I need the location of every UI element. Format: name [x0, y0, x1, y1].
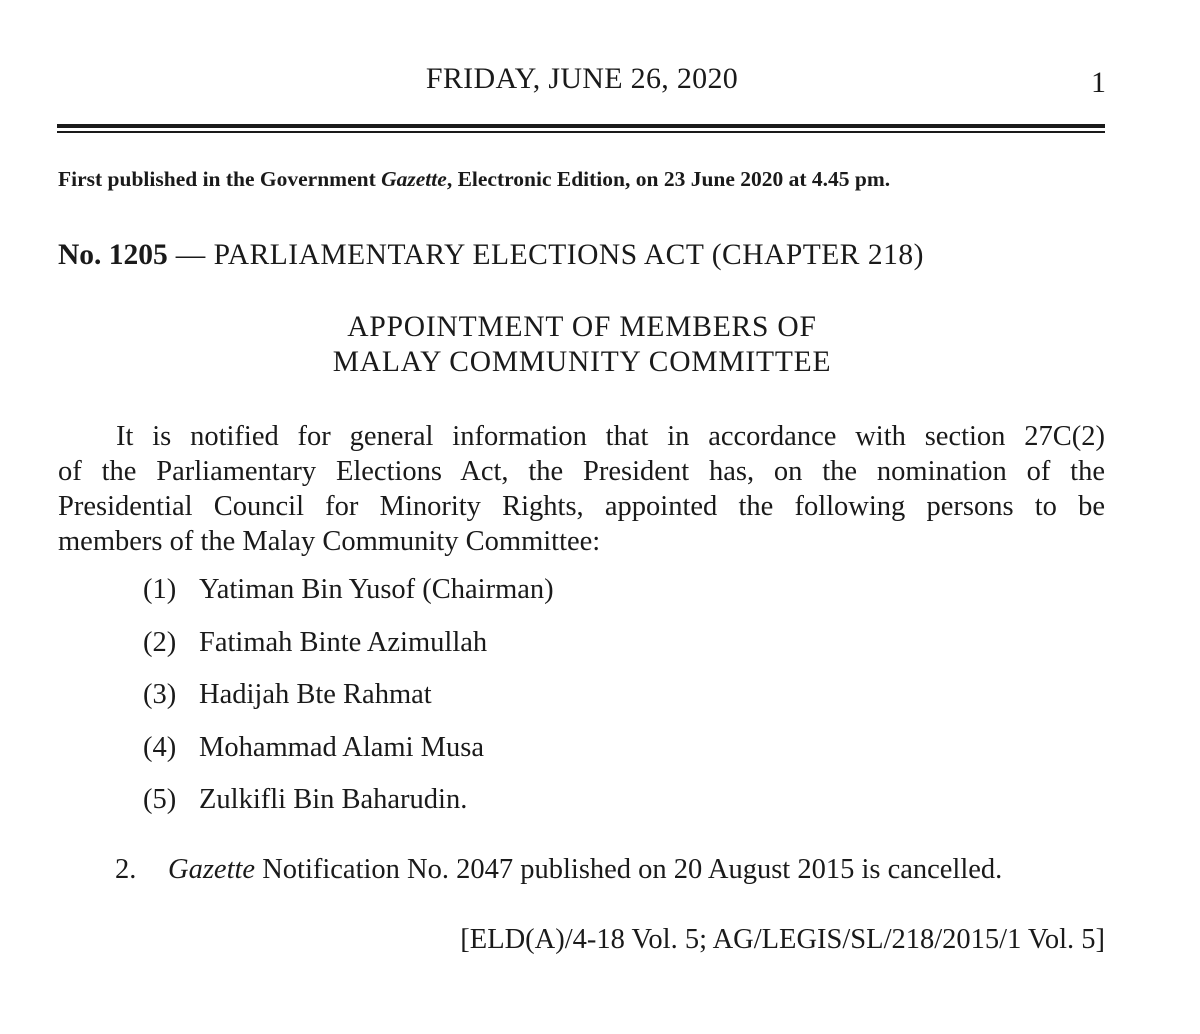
- paragraph-1: [58, 419, 1105, 559]
- member-name: Mohammad Alami Musa: [199, 731, 484, 763]
- paragraph-2: [115, 854, 1105, 886]
- paragraph-2-gazette: Gazette: [168, 854, 256, 885]
- member-name: Zulkifli Bin Baharudin.: [199, 784, 468, 815]
- file-reference: [ELD(A)/4-18 Vol. 5; AG/LEGIS/SL/218/2015/1 Vol. 5]: [460, 924, 1105, 955]
- member-item: [143, 784, 554, 837]
- paragraph-2-text-wrap: [168, 854, 1002, 886]
- paragraph-1-line: Presidential Council for Minority Rights, appointed the following persons to be: [58, 491, 1105, 522]
- header-rule-thin: [57, 131, 1105, 133]
- member-list: [143, 574, 554, 837]
- member-item: [143, 679, 554, 732]
- member-name: Yatiman Bin Yusof (Chairman): [199, 574, 554, 605]
- paragraph-1-line: members of the Malay Community Committee:: [58, 526, 601, 557]
- publication-note: [58, 167, 890, 192]
- member-number: (4): [143, 731, 177, 763]
- page-number: 1: [1091, 66, 1106, 99]
- publication-suffix: , Electronic Edition, on 23 June 2020 at 4.45 pm.: [446, 167, 891, 191]
- notice-act: — PARLIAMENTARY ELECTIONS ACT (CHAPTER 218): [167, 239, 924, 271]
- page-header-date: FRIDAY, JUNE 26, 2020: [425, 62, 739, 95]
- member-number: (3): [143, 679, 177, 710]
- notice-title-line-2: MALAY COMMUNITY COMMITTEE: [332, 346, 832, 378]
- member-number: (2): [143, 626, 177, 658]
- notice-heading: [58, 239, 924, 272]
- publication-prefix: First published in the Government: [58, 167, 382, 191]
- member-name: Hadijah Bte Rahmat: [199, 679, 432, 710]
- member-name: Fatimah Binte Azimullah: [199, 626, 488, 658]
- member-item: [143, 574, 554, 627]
- member-number: (5): [143, 784, 177, 815]
- member-number: (1): [143, 574, 177, 605]
- header-rule-thick: [57, 124, 1105, 128]
- paragraph-1-line: of the Parliamentary Elections Act, the President has, on the nomination of the: [58, 456, 1105, 487]
- paragraph-2-text: Notification No. 2047 published on 20 August 2015 is cancelled.: [255, 854, 1003, 885]
- paragraph-2-number: 2.: [115, 854, 137, 885]
- publication-gazette: Gazette: [381, 167, 447, 191]
- notice-number: No. 1205: [58, 239, 168, 271]
- notice-title: [0, 310, 1164, 380]
- notice-title-line-1: APPOINTMENT OF MEMBERS OF: [347, 311, 817, 343]
- member-item: [143, 732, 554, 785]
- paragraph-1-line: It is notified for general information that in accordance with section 27C(2): [116, 421, 1105, 452]
- member-item: [143, 627, 554, 680]
